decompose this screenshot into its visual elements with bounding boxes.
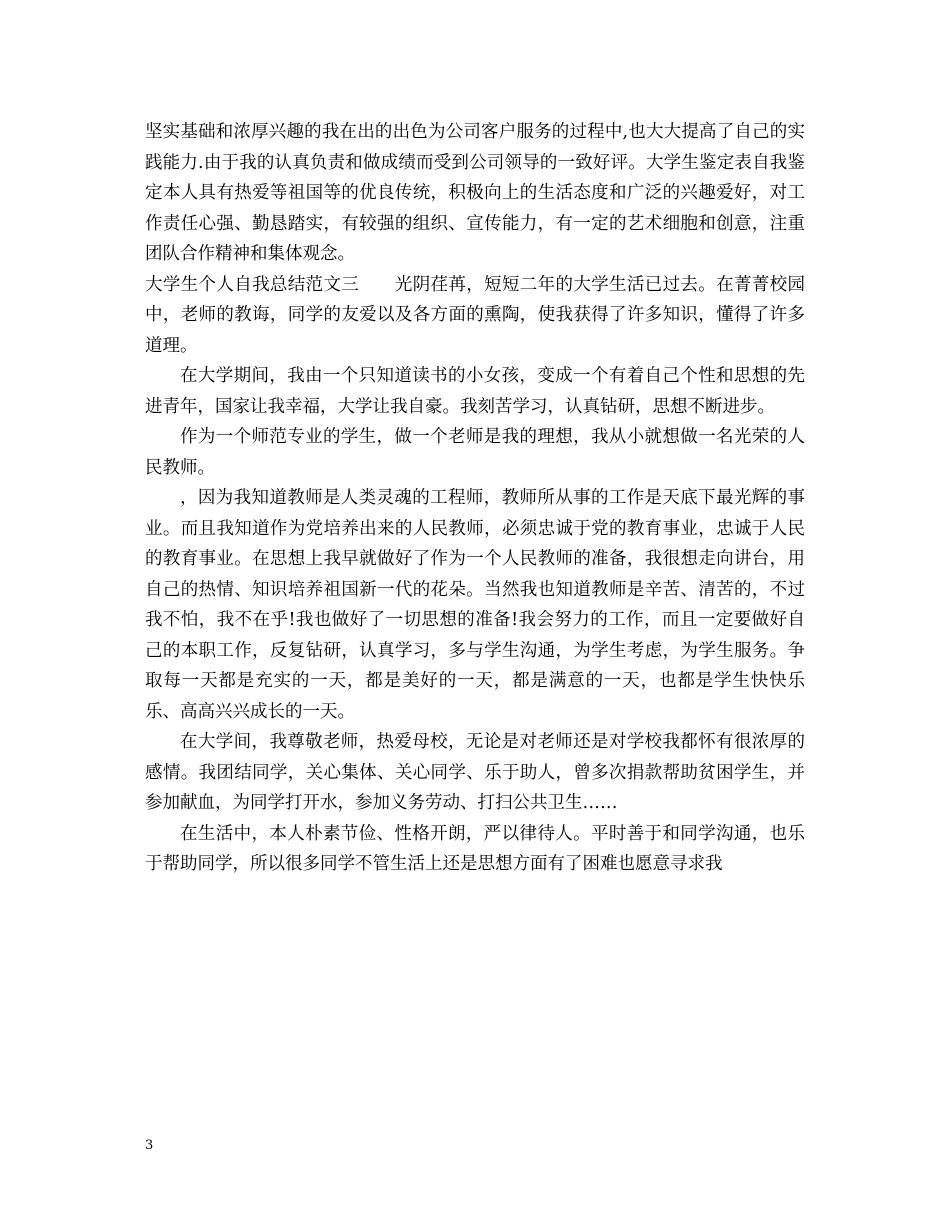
paragraph-7: 在生活中，本人朴素节俭、性格开朗，严以律待人。平时善于和同学沟通，也乐于帮助同学，所以很多同学不管生活上还是思想方面有了困难也愿意寻求我 (145, 823, 805, 874)
paragraph-6: 在大学间，我尊敬老师，热爱母校，无论是对老师还是对学校我都怀有很浓厚的感情。我团结同学，关心集体、关心同学、乐于助人，曾多次捐款帮助贫困学生，并参加献血，为同学打开水，参加义务劳动、打扫公共卫生…… (145, 732, 805, 813)
paragraph-5: ，因为我知道教师是人类灵魂的工程师，教师所从事的工作是天底下最光辉的事业。而且我知道作为党培养出来的人民教师，必须忠诚于党的教育事业，忠诚于人民的教育事业。在思想上我早就做好了作为一个人民教师的准备，我很想走向讲台，用自己的热情、知识培养祖国新一代的花朵。当然我也知道教师是辛苦、清苦的，不过我不怕，我不在乎!我也做好了一切思想的准备!我会努力的工作，而且一定要做好自己的本职工作，反复钻研，认真学习，多与学生沟通，为学生考虑，为学生服务。争取每一天都是充实的一天，都是美好的一天，都是满意的一天，也都是学生快快乐乐、高高兴兴成长的一天。 (145, 488, 805, 722)
paragraph-4: 作为一个师范专业的学生，做一个老师是我的理想，我从小就想做一名光荣的人民教师。 (145, 427, 805, 478)
page-number: 3 (145, 1138, 154, 1153)
paragraph-2: 大学生个人自我总结范文三 光阴荏苒，短短二年的大学生活已过去。在菁菁校园中，老师的教诲，同学的友爱以及各方面的熏陶，使我获得了许多知识，懂得了许多道理。 (145, 274, 805, 356)
document-body (145, 117, 805, 880)
paragraph-3: 在大学期间，我由一个只知道读书的小女孩，变成一个有着自己个性和思想的先进青年，国家让我幸福，大学让我自豪。我刻苦学习，认真钻研，思想不断进步。 (145, 366, 805, 417)
paragraph-1: 坚实基础和浓厚兴趣的我在出的出色为公司客户服务的过程中,也大大提高了自己的实践能力.由于我的认真负责和做成绩而受到公司领导的一致好评。大学生鉴定表自我鉴定本人具有热爱等祖国等的优良传统，积极向上的生活态度和广泛的兴趣爱好，对工作责任心强、勤恳踏实，有较强的组织、宣传能力，有一定的艺术细胞和创意，注重团队合作精神和集体观念。 (145, 122, 805, 264)
